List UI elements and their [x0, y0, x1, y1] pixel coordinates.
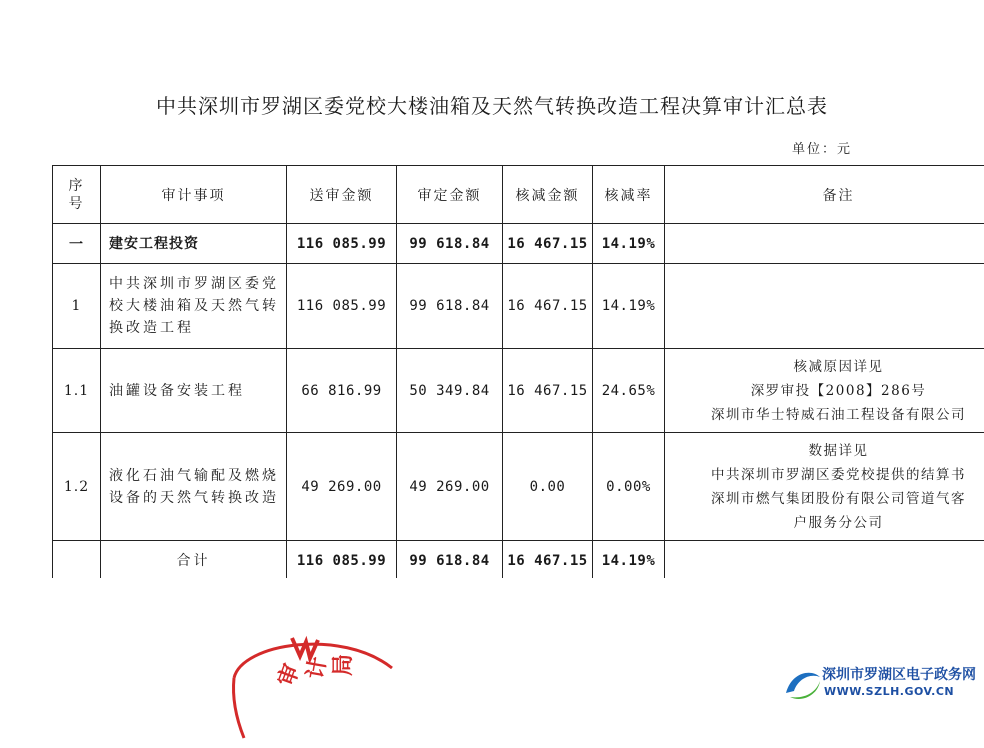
- header-seq: [53, 166, 101, 224]
- row-submitted: 116 085.99: [287, 224, 397, 264]
- header-rate: 核减率: [593, 166, 665, 224]
- header-submitted: 送审金额: [287, 166, 397, 224]
- row-seq: 1.1: [53, 349, 101, 433]
- official-seal-stamp: [222, 628, 402, 748]
- row-rate: 14.19%: [593, 541, 665, 579]
- row-seq: 一: [53, 224, 101, 264]
- logo-url: WWW.SZLH.GOV.CN: [824, 685, 954, 698]
- row-item: 建安工程投资: [101, 224, 287, 264]
- stamp-star-mark: [292, 638, 318, 658]
- row-remark: [665, 224, 984, 264]
- row-approved: 50 349.84: [397, 349, 503, 433]
- header-seq-line2: 号: [69, 196, 85, 212]
- audit-summary-table: [52, 165, 984, 578]
- stamp-char: 局: [331, 654, 356, 676]
- remark-line: 数据详见: [665, 439, 984, 463]
- stamp-left-edge: [233, 678, 244, 738]
- document-title: 中共深圳市罗湖区委党校大楼油箱及天然气转换改造工程决算审计汇总表: [0, 90, 984, 119]
- row-rate: 0.00%: [593, 433, 665, 541]
- row-reduced: 0.00: [503, 433, 593, 541]
- table-row: [53, 264, 984, 349]
- table-row: [53, 433, 984, 541]
- row-remark: [665, 264, 984, 349]
- row-remark: [665, 433, 984, 541]
- stamp-char: 审: [273, 660, 305, 690]
- remark-line: 中共深圳市罗湖区委党校提供的结算书: [665, 463, 984, 487]
- audit-summary-sheet: [52, 165, 984, 578]
- remark-line: 深圳市燃气集团股份有限公司管道气客: [665, 487, 984, 511]
- row-item: 油罐设备安装工程: [101, 349, 287, 433]
- row-reduced: 16 467.15: [503, 541, 593, 579]
- row-reduced: 16 467.15: [503, 264, 593, 349]
- row-approved: 99 618.84: [397, 224, 503, 264]
- row-approved: 99 618.84: [397, 541, 503, 579]
- header-item: 审计事项: [101, 166, 287, 224]
- table-header-row: [53, 166, 984, 224]
- row-rate: 14.19%: [593, 264, 665, 349]
- remark-line: 核减原因详见: [665, 355, 984, 379]
- unit-label: 单位：元: [792, 138, 852, 157]
- row-seq: 1.2: [53, 433, 101, 541]
- row-rate: 24.65%: [593, 349, 665, 433]
- remark-line: 深圳市华士特威石油工程设备有限公司: [665, 403, 984, 427]
- header-reduced: 核减金额: [503, 166, 593, 224]
- remark-line: 户服务分公司: [665, 511, 984, 535]
- table-row: [53, 349, 984, 433]
- row-reduced: 16 467.15: [503, 349, 593, 433]
- stamp-char: 计: [303, 655, 331, 681]
- logo-title: 深圳市罗湖区电子政务网: [822, 664, 976, 684]
- row-item: 中共深圳市罗湖区委党校大楼油箱及天然气转换改造工程: [101, 264, 287, 349]
- row-item: 液化石油气输配及燃烧设备的天然气转换改造: [101, 433, 287, 541]
- row-reduced: 16 467.15: [503, 224, 593, 264]
- row-submitted: 49 269.00: [287, 433, 397, 541]
- table-total-row: [53, 541, 984, 579]
- row-approved: 49 269.00: [397, 433, 503, 541]
- header-approved: 审定金额: [397, 166, 503, 224]
- row-submitted: 116 085.99: [287, 264, 397, 349]
- header-seq-line1: 序: [69, 178, 85, 194]
- row-remark: [665, 541, 984, 579]
- remark-line: 深罗审投【2008】286号: [665, 379, 984, 403]
- table-row: [53, 224, 984, 264]
- row-remark: [665, 349, 984, 433]
- row-seq: [53, 541, 101, 579]
- row-item: 合计: [101, 541, 287, 579]
- header-remark: 备注: [665, 166, 984, 224]
- row-rate: 14.19%: [593, 224, 665, 264]
- row-submitted: 66 816.99: [287, 349, 397, 433]
- row-submitted: 116 085.99: [287, 541, 397, 579]
- row-approved: 99 618.84: [397, 264, 503, 349]
- row-seq: 1: [53, 264, 101, 349]
